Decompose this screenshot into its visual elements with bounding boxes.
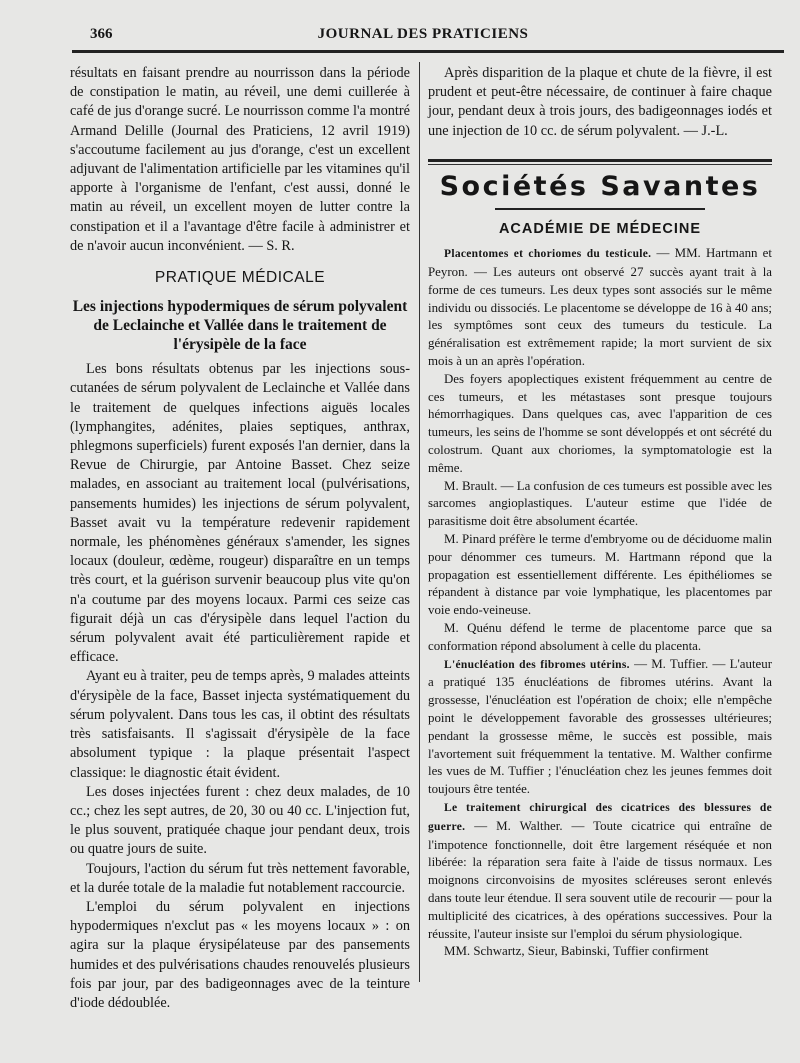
report-paragraph <box>428 799 772 943</box>
report-paragraph: M. Quénu défend le terme de placentome parce que sa conformation répond absolument à celle du placenta. <box>428 620 772 653</box>
left-column <box>70 64 410 1013</box>
report-heading: Placentomes et choriomes du testicule. <box>444 248 652 261</box>
societes-title: Sociétés Savantes <box>439 170 761 202</box>
report-heading: Le traitement chirurgical des cicatrices des blessures de guerre. <box>428 801 772 833</box>
header-rule <box>72 50 784 53</box>
report-body: — M. Tuffier. — L'auteur a pratiqué 135 énucléations de fibromes utérins. Avant la grossesse, l'énucléation est l'opération de choix; elle n'empêche point le développement favorable des grossesses ultérieures; pendant la grossesse même, le succès est possible, mais l'avortement suit fréquemment la tentative. M. Walther confirme les vues de M. Tuffier ; l'énucléation chez les jeunes femmes doit toujours être tentée. <box>428 656 772 797</box>
right-column <box>428 64 772 961</box>
report-paragraph: M. Brault. — La confusion de ces tumeurs est possible avec les sarcomes angioplastiques. L'auteur estime que l'idée de parasitisme doit être absolument écartée. <box>428 478 772 529</box>
intro-paragraph: résultats en faisant prendre au nourrisson dans la période de constipation le matin, au réveil, une demi cuillerée à café de jus d'orange sucré. Le nourrisson comme l'a montré Armand Delille (Journal des Praticiens, 12 avril 1919) s'accoutume facilement au jus d'orange, c'est un excellent adjuvant de l'alimentation artificielle par les vitamines qu'il apporte à l'organisme de l'enfant, c'est aussi, donné le matin au réveil, un excellent moyen de lutter contre la constipation et il a l'avantage d'être facile à administrer et de n'avoir aucun inconvénient. — S. R. <box>70 65 410 254</box>
report-paragraph <box>428 245 772 371</box>
academie-title: ACADÉMIE DE MÉDECINE <box>498 221 702 238</box>
page-number: 366 <box>90 26 113 42</box>
report-paragraph: M. Pinard préfère le terme d'embryome ou de déciduome malin pour dénommer ces tumeurs. M. Hartmann répond que la propagation est essentiellement différente. Les épithéliomes se répandent à distance par voie lymphatique, les placentomes par voie endo-veineuse. <box>428 531 772 618</box>
article-paragraph: L'emploi du sérum polyvalent en injections hypodermiques n'exclut pas « les moyens locaux » : on agira sur la plaque érysipélateuse par des pansements humides et des pulvérisations chaudes renouvelés plusieurs fois par jour, par des badigeonnages avec de la teinture d'iode dédoublée. <box>70 898 410 1011</box>
report-paragraph <box>428 656 772 799</box>
report-body: — MM. Hartmann et Peyron. — Les auteurs ont observé 27 succès ayant trait à la forme de ces tumeurs. Les deux types sont associés sur le même individu ou dissociés. Le placentome se développe de 16 à 40 ans; les symptômes sont ceux des tumeurs du testicule. La généralisation est extrêmement rapide; la mort survient de six mois à un an après l'opération. <box>428 246 772 368</box>
section-title: PRATIQUE MÉDICALE <box>154 269 326 287</box>
section-rule <box>428 159 772 162</box>
report-heading: L'énucléation des fibromes utérins. <box>444 658 630 671</box>
article-paragraph: Les bons résultats obtenus par les injections sous-cutanées de sérum polyvalent de Leclainche et Vallée dans le traitement de quelques infections aiguës locales (lymphangites, adénites, plaies septiques, anthrax, phlegmons superficiels) furent exposés l'an dernier, dans la Revue de Chirurgie, par Antoine Basset. Chez seize malades, en associant au traitement local (pulvérisations, pansements humides) les injections de sérum polyvalent, Basset avait vu la température redevenir rapidement normale, les phénomènes généraux s'amender, les signes locaux (douleur, œdème, rougeur) disparaître en un temps très court, et la guérison survenir beaucoup plus vite qu'on n'a coutume par des moyens locaux. Parmi ces seize cas figurait déjà un cas d'érysipèle dans lequel l'action du sérum polyvalent avait été particulièrement rapide et efficace. <box>70 361 410 666</box>
report-paragraph: Des foyers apoplectiques existent fréquemment au centre de ces tumeurs, et les métastases sont presque toujours hémorrhagiques. Dans quelques cas, avec l'apparition de ces tumeurs, les seins de l'homme se sont développés et ont sécrété du colostrum. Quant aux choriomes, la symptomatologie est la même. <box>428 371 772 475</box>
report-body: — M. Walther. — Toute cicatrice qui entraîne de l'impotence fonctionnelle, doit être largement réséquée et non libérée: la réparation sera faite à l'aide de tissus normaux. Les moignons circonvoisins de myosites scléreuses seront enlevés dans toute leur étendue. Il sera souvent utile de recourir — pour la multiplicité des cicatrices, à des opérations successives. Pour la réussite, l'auteur insiste sur l'emploi du sérum physiologique. <box>428 818 772 941</box>
continuation-paragraph: Après disparition de la plaque et chute de la fièvre, il est prudent et peut-être nécessaire, de continuer à faire chaque jour, pendant deux à trois jours, des badigeonnages iodés et une injection de 10 cc. de sérum polyvalent. — J.-L. <box>428 65 772 139</box>
section-rule-thin <box>428 164 772 165</box>
column-divider <box>419 62 420 982</box>
article-paragraph: Les doses injectées furent : chez deux malades, de 10 cc.; chez les sept autres, de 20, 30 ou 40 cc. L'injection fut, le plus souvent, pratiquée chaque jour pendant deux, trois ou quatre jours de suite. <box>70 783 410 858</box>
article-paragraph: Ayant eu à traiter, peu de temps après, 9 malades atteints d'érysipèle de la face, Basset injecta systématiquement du sérum polyvalent. Dans tous les cas, il obtint des résultats très satisfaisants. Il s'agissait d'érysipèle de la face absolument typique : la plaque présentait l'aspect classique: le diagnostic était évident. <box>70 668 410 781</box>
article-paragraph: Toujours, l'action du sérum fut très nettement favorable, et la durée totale de la maladie fut notablement raccourcie. <box>70 860 410 896</box>
title-underline <box>495 208 705 210</box>
journal-title: JOURNAL DES PRATICIENS <box>317 26 529 42</box>
page-header <box>78 26 768 46</box>
article-title: Les injections hypodermiques de sérum polyvalent de Leclainche et Vallée dans le traitement de l'érysipèle de la face <box>72 298 408 354</box>
report-paragraph: MM. Schwartz, Sieur, Babinski, Tuffier confirment <box>444 944 709 959</box>
